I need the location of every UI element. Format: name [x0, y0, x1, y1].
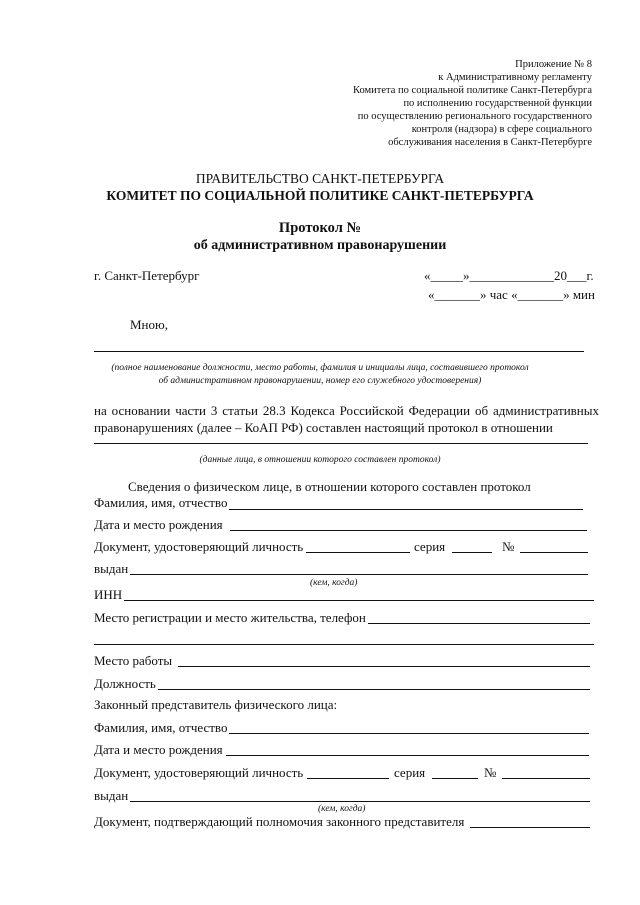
full-name-label: Фамилия, имя, отчество	[94, 495, 228, 510]
rep-full-name-input[interactable]	[229, 733, 589, 734]
rep-issued-input[interactable]	[130, 801, 590, 802]
person-line[interactable]	[94, 443, 588, 444]
birth-label: Дата и место рождения	[94, 517, 223, 532]
workplace-label: Место работы	[94, 653, 173, 668]
note-official-2: об административном правонарушении, номер его служебного удостоверения)	[158, 376, 482, 386]
series-input[interactable]	[452, 552, 492, 553]
position-input[interactable]	[158, 689, 590, 690]
rep-authority-input[interactable]	[470, 827, 590, 828]
address-input[interactable]	[368, 623, 590, 624]
rep-series-label: серия	[394, 765, 426, 780]
rep-series-input[interactable]	[432, 778, 478, 779]
workplace-input[interactable]	[178, 666, 590, 667]
address-input-2[interactable]	[94, 644, 594, 645]
government-heading: ПРАВИТЕЛЬСТВО САНКТ-ПЕТЕРБУРГА	[195, 171, 445, 186]
by-me-label: Мною,	[130, 317, 168, 332]
appendix-block	[353, 58, 592, 149]
birth-input[interactable]	[230, 530, 587, 531]
series-label: серия	[414, 539, 446, 554]
appendix-line: Приложение № 8	[515, 59, 592, 70]
official-line[interactable]	[94, 351, 584, 352]
section-title: Сведения о физическом лице, в отношении которого составлен протокол	[128, 479, 531, 494]
representative-title: Законный представитель физического лица:	[94, 697, 338, 712]
rep-birth-input[interactable]	[226, 755, 589, 756]
address-label: Место регистрации и место жительства, телефон	[94, 610, 366, 625]
id-document-input[interactable]	[306, 552, 410, 553]
rep-birth-label: Дата и место рождения	[94, 742, 223, 757]
city-label: г. Санкт-Петербург	[94, 268, 200, 283]
appendix-line: по исполнению государственной функции	[403, 98, 592, 109]
rep-number-input[interactable]	[502, 778, 590, 779]
issued-input[interactable]	[130, 574, 588, 575]
id-document-label: Документ, удостоверяющий личность	[94, 539, 304, 554]
basis-paragraph: на основании части 3 статьи 28.3 Кодекса Российской Федерации об административных правонарушениях (далее – КоАП РФ) составлен настоящий протокол в отношении	[94, 403, 599, 435]
appendix-line: по осуществлению регионального государственного	[357, 111, 592, 122]
appendix-line: к Административному регламенту	[438, 72, 592, 83]
appendix-line: Комитета по социальной политике Санкт-Петербурга	[353, 85, 592, 96]
rep-number-label: №	[484, 765, 497, 780]
rep-issued-label: выдан	[94, 788, 129, 803]
committee-heading: КОМИТЕТ ПО СОЦИАЛЬНОЙ ПОЛИТИКЕ САНКТ-ПЕТЕРБУРГА	[106, 188, 534, 203]
protocol-subtitle: об административном правонарушении	[193, 238, 447, 253]
inn-label: ИНН	[94, 587, 123, 602]
full-name-input[interactable]	[229, 509, 583, 510]
appendix-line: контроля (надзора) в сфере социального	[411, 124, 592, 135]
inn-input[interactable]	[124, 600, 594, 601]
protocol-title: Протокол №	[278, 220, 362, 236]
rep-issued-note: (кем, когда)	[318, 804, 366, 814]
number-label: №	[502, 539, 515, 554]
rep-id-document-label: Документ, удостоверяющий личность	[94, 765, 304, 780]
issued-label: выдан	[94, 561, 129, 576]
issued-note: (кем, когда)	[310, 578, 358, 588]
note-official: (полное наименование должности, место работы, фамилия и инициалы лица, составившего протокол	[111, 363, 529, 373]
time-field[interactable]: «_______» час «_______» мин	[428, 287, 595, 302]
number-input[interactable]	[520, 552, 588, 553]
rep-full-name-label: Фамилия, имя, отчество	[94, 720, 228, 735]
rep-authority-label: Документ, подтверждающий полномочия законного представителя	[94, 814, 465, 829]
position-label: Должность	[94, 676, 156, 691]
date-field[interactable]: «_____»_____________20___г.	[424, 268, 594, 283]
appendix-line: обслуживания населения в Санкт-Петербурге	[388, 137, 592, 148]
rep-id-document-input[interactable]	[307, 778, 389, 779]
note-person: (данные лица, в отношении которого составлен протокол)	[199, 455, 441, 465]
